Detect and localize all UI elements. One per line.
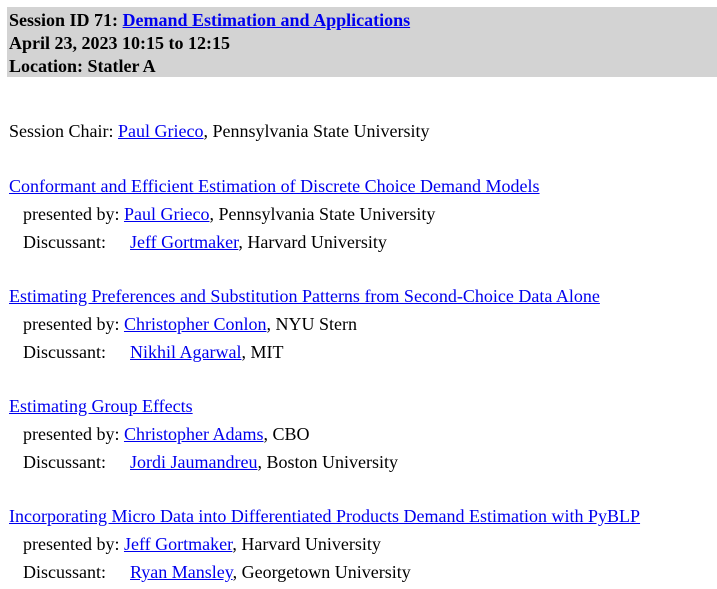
discussant-link[interactable]: Nikhil Agarwal: [130, 342, 242, 362]
paper-2: [9, 285, 600, 369]
discussant-label: Discussant:: [23, 562, 106, 582]
discussant-label: Discussant:: [23, 232, 106, 252]
presenter-row: [9, 533, 640, 561]
presenter-link[interactable]: Jeff Gortmaker: [123, 534, 233, 554]
discussant-link[interactable]: Jeff Gortmaker: [130, 232, 239, 252]
presenter-affiliation: , CBO: [263, 424, 310, 444]
presenter-affiliation: , NYU Stern: [266, 314, 357, 334]
session-id-label: Session ID 71:: [9, 10, 119, 30]
session-location: Location: Statler A: [9, 56, 156, 76]
discussant-row: [9, 341, 600, 369]
session-header: [7, 7, 717, 77]
presenter-link[interactable]: Christopher Conlon: [123, 314, 267, 334]
session-chair-affiliation: , Pennsylvania State University: [203, 121, 430, 141]
discussant-label: Discussant:: [23, 452, 106, 472]
session-chair: [9, 120, 429, 142]
presenter-row: [9, 313, 600, 341]
discussant-affiliation: , MIT: [241, 342, 284, 362]
discussant-row: [9, 451, 398, 479]
session-datetime: April 23, 2023 10:15 to 12:15: [9, 33, 230, 53]
paper-4: [9, 505, 640, 589]
discussant-affiliation: , Harvard University: [238, 232, 387, 252]
paper-title-link[interactable]: Estimating Group Effects: [9, 396, 193, 416]
presenter-link[interactable]: Christopher Adams: [123, 424, 264, 444]
presenter-link[interactable]: Paul Grieco: [123, 204, 210, 224]
discussant-row: [9, 231, 540, 259]
presented-by-label: presented by:: [23, 204, 120, 224]
presenter-affiliation: , Pennsylvania State University: [209, 204, 436, 224]
session-chair-label: Session Chair:: [9, 121, 114, 141]
session-chair-link[interactable]: Paul Grieco: [118, 121, 204, 141]
presented-by-label: presented by:: [23, 424, 120, 444]
presented-by-label: presented by:: [23, 314, 120, 334]
paper-title-link[interactable]: Estimating Preferences and Substitution Patterns from Second-Choice Data Alone: [9, 286, 600, 306]
session-title-line: [9, 9, 717, 32]
paper-title-link[interactable]: Conformant and Efficient Estimation of Discrete Choice Demand Models: [9, 176, 540, 196]
session-title-link[interactable]: Demand Estimation and Applications: [122, 10, 411, 30]
paper-3: [9, 395, 398, 479]
presented-by-label: presented by:: [23, 534, 120, 554]
discussant-affiliation: , Boston University: [257, 452, 398, 472]
discussant-affiliation: , Georgetown University: [232, 562, 411, 582]
paper-title-link[interactable]: Incorporating Micro Data into Differentiated Products Demand Estimation with PyBLP: [9, 506, 641, 526]
discussant-link[interactable]: Jordi Jaumandreu: [130, 452, 258, 472]
discussant-row: [9, 561, 640, 589]
discussant-link[interactable]: Ryan Mansley: [130, 562, 233, 582]
paper-1: [9, 175, 540, 259]
presenter-affiliation: , Harvard University: [232, 534, 381, 554]
presenter-row: [9, 203, 540, 231]
discussant-label: Discussant:: [23, 342, 106, 362]
presenter-row: [9, 423, 398, 451]
